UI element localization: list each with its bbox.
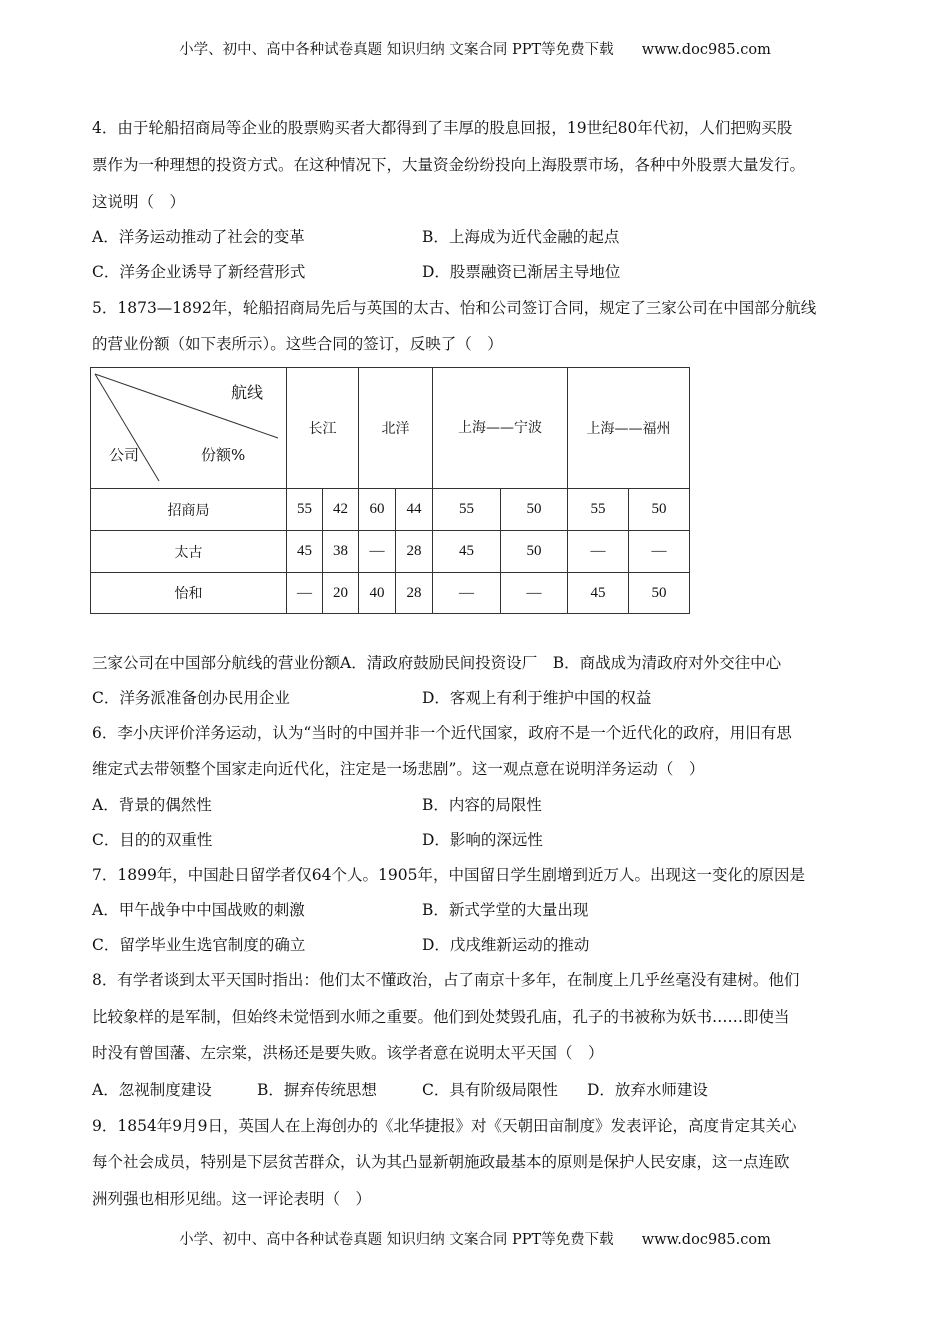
q4-line: 4．由于轮船招商局等企业的股票购买者大都得到了丰厚的股息回报，19世纪80年代初，人们把购买股 xyxy=(92,119,793,137)
q5-caption-options: 三家公司在中国部分航线的营业份额A．清政府鼓励民间投资设厂 B．商战成为清政府对外交往中心 xyxy=(92,654,782,672)
share-cell: 28 xyxy=(396,573,433,614)
q6-line: 维定式去带领整个国家走向近代化，注定是一场悲剧”。这一观点意在说明洋务运动（ ） xyxy=(92,760,705,778)
q5-option-d: D．客观上有利于维护中国的权益 xyxy=(422,689,652,707)
header-url[interactable]: www.doc985.com xyxy=(641,42,771,58)
q8-line: 比较象样的是军制，但始终未觉悟到水师之重要。他们到处焚毁孔庙，孔子的书被称为妖书……即使当 xyxy=(92,1008,790,1026)
corner-route-label: 航线 xyxy=(231,383,264,402)
share-cell: — xyxy=(287,573,323,614)
q7-option-c: C．留学毕业生选官制度的确立 xyxy=(92,936,306,954)
corner-share-label: 份额% xyxy=(201,446,246,464)
q6-line: 6．李小庆评价洋务运动，认为“当时的中国并非一个近代国家，政府不是一个近代化的政府，用旧有思 xyxy=(92,724,792,742)
share-cell: — xyxy=(359,531,396,573)
share-cell: 50 xyxy=(629,489,690,531)
share-cell: 45 xyxy=(287,531,323,573)
share-cell: 44 xyxy=(396,489,433,531)
q7-line: 7．1899年，中国赴日留学者仅64个人。1905年，中国留日学生剧增到近万人。出现这一变化的原因是 xyxy=(92,866,805,884)
route-header: 长江 xyxy=(287,368,359,489)
q6-option-a: A．背景的偶然性 xyxy=(92,796,212,814)
q4-option-a: A．洋务运动推动了社会的变革 xyxy=(92,228,305,246)
share-cell: 50 xyxy=(501,531,568,573)
q8-line: 8．有学者谈到太平天国时指出：他们太不懂政治，占了南京十多年，在制度上几乎丝毫没有建树。他们 xyxy=(92,971,800,989)
q8-option-a: A．忽视制度建设 xyxy=(92,1081,212,1099)
route-header: 上海——宁波 xyxy=(433,368,568,489)
share-cell: — xyxy=(629,531,690,573)
q4-option-d: D．股票融资已渐居主导地位 xyxy=(422,263,621,281)
share-cell: 40 xyxy=(359,573,396,614)
table-corner-cell xyxy=(91,368,287,489)
q6-option-b: B．内容的局限性 xyxy=(422,796,542,814)
q7-option-d: D．戊戌维新运动的推动 xyxy=(422,936,590,954)
q9-line: 洲列强也相形见绌。这一评论表明（ ） xyxy=(92,1190,372,1208)
share-cell: 60 xyxy=(359,489,396,531)
footer-url[interactable]: www.doc985.com xyxy=(641,1232,771,1248)
q4-line: 票作为一种理想的投资方式。在这种情况下，大量资金纷纷投向上海股票市场，各种中外股票大量发行。 xyxy=(92,156,806,174)
q9-line: 9．1854年9月9日，英国人在上海创办的《北华捷报》对《天朝田亩制度》发表评论，高度肯定其关心 xyxy=(92,1117,797,1135)
table-row xyxy=(91,573,690,614)
q6-option-c: C．目的的双重性 xyxy=(92,831,213,849)
company-cell: 招商局 xyxy=(91,489,287,531)
q8-option-d: D．放弃水师建设 xyxy=(587,1081,708,1099)
shipping-share-table xyxy=(90,367,690,614)
q4-option-c: C．洋务企业诱导了新经营形式 xyxy=(92,263,306,281)
q5-option-c: C．洋务派准备创办民用企业 xyxy=(92,689,290,707)
share-cell: 42 xyxy=(323,489,359,531)
share-cell: 28 xyxy=(396,531,433,573)
corner-company-label: 公司 xyxy=(109,446,140,464)
header-text: 小学、初中、高中各种试卷真题 知识归纳 文案合同 PPT等免费下载 xyxy=(179,42,614,58)
q8-option-b: B．摒弃传统思想 xyxy=(257,1081,377,1099)
page-footer xyxy=(0,1230,950,1250)
q7-option-b: B．新式学堂的大量出现 xyxy=(422,901,589,919)
share-cell: 50 xyxy=(629,573,690,614)
route-header: 上海——福州 xyxy=(568,368,690,489)
share-cell: 20 xyxy=(323,573,359,614)
company-cell: 太古 xyxy=(91,531,287,573)
q9-line: 每个社会成员，特别是下层贫苦群众，认为其凸显新朝施政最基本的原则是保护人民安康，这一点连欧 xyxy=(92,1153,790,1171)
share-cell: — xyxy=(501,573,568,614)
q5-line: 5．1873—1892年，轮船招商局先后与英国的太古、怡和公司签订合同，规定了三家公司在中国部分航线 xyxy=(92,299,817,317)
q8-line: 时没有曾国藩、左宗棠，洪杨还是要失败。该学者意在说明太平天国（ ） xyxy=(92,1044,604,1062)
q4-line: 这说明（ ） xyxy=(92,193,186,211)
share-cell: — xyxy=(433,573,501,614)
q6-option-d: D．影响的深远性 xyxy=(422,831,543,849)
table-row xyxy=(91,489,690,531)
share-cell: 55 xyxy=(568,489,629,531)
share-cell: — xyxy=(568,531,629,573)
share-cell: 50 xyxy=(501,489,568,531)
q7-option-a: A．甲午战争中中国战败的刺激 xyxy=(92,901,305,919)
share-cell: 38 xyxy=(323,531,359,573)
q5-line: 的营业份额（如下表所示）。这些合同的签订，反映了（ ） xyxy=(92,335,503,353)
q8-option-c: C．具有阶级局限性 xyxy=(422,1081,558,1099)
share-cell: 55 xyxy=(287,489,323,531)
share-cell: 45 xyxy=(433,531,501,573)
table-row xyxy=(91,531,690,573)
company-cell: 怡和 xyxy=(91,573,287,614)
route-header: 北洋 xyxy=(359,368,433,489)
q4-option-b: B．上海成为近代金融的起点 xyxy=(422,228,620,246)
page-header xyxy=(0,40,950,60)
share-cell: 55 xyxy=(433,489,501,531)
footer-text: 小学、初中、高中各种试卷真题 知识归纳 文案合同 PPT等免费下载 xyxy=(179,1232,614,1248)
share-cell: 45 xyxy=(568,573,629,614)
